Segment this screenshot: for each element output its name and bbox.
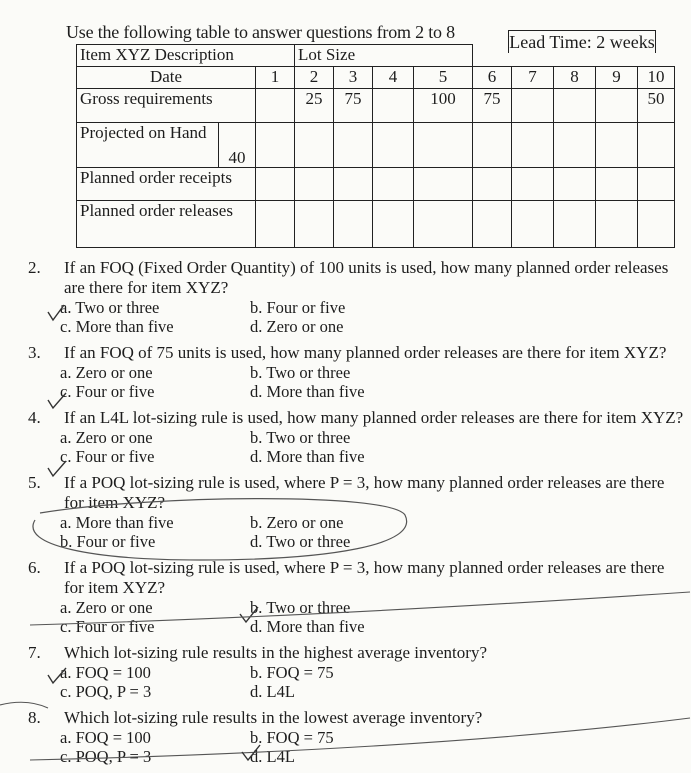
option-d[interactable]: d. More than five: [250, 617, 365, 636]
option-d[interactable]: d. Two or three: [250, 532, 351, 551]
date-2: 2: [295, 67, 334, 89]
option-b[interactable]: b. Two or three: [250, 363, 351, 382]
option-a[interactable]: a. FOQ = 100: [60, 663, 151, 682]
question-text: If a POQ lot-sizing rule is used, where P = 3, how many planned order releases are there for item XYZ?: [64, 558, 665, 597]
release-4: [373, 201, 414, 248]
question-text: If an FOQ of 75 units is used, how many planned order releases are there for item XYZ?: [64, 343, 667, 362]
release-10: [638, 201, 675, 248]
question-8: [0, 708, 691, 766]
option-a[interactable]: a. More than five: [60, 513, 174, 532]
gross-9: [596, 89, 638, 123]
date-9: 9: [596, 67, 638, 89]
date-8: 8: [554, 67, 596, 89]
on-hand-label: Projected on Hand: [77, 123, 219, 168]
receipt-9: [596, 168, 638, 201]
question-3: [0, 343, 691, 401]
option-a[interactable]: a. Zero or one: [60, 428, 153, 447]
question-number: 5.: [28, 473, 41, 492]
date-10: 10: [638, 67, 675, 89]
option-c[interactable]: c. POQ, P = 3: [60, 747, 152, 766]
mrp-table: [76, 44, 675, 248]
gross-label: Gross requirements: [77, 89, 256, 123]
receipt-7: [512, 168, 554, 201]
question-5: [0, 473, 691, 551]
question-text: If a POQ lot-sizing rule is used, where P = 3, how many planned order releases are there for item XYZ?: [64, 473, 665, 512]
question-text: Which lot-sizing rule results in the lowest average inventory?: [64, 708, 483, 727]
option-c[interactable]: c. Four or five: [60, 617, 155, 636]
release-7: [512, 201, 554, 248]
lot-size-cell: Lot Size: [295, 45, 473, 67]
item-desc-cell: Item XYZ Description: [77, 45, 295, 67]
gross-7: [512, 89, 554, 123]
option-b[interactable]: b. FOQ = 75: [250, 663, 334, 682]
on-hand-5: [414, 123, 473, 168]
option-b[interactable]: b. Two or three: [250, 428, 351, 447]
release-6: [473, 201, 512, 248]
lead-time-spacer: [473, 45, 675, 67]
gross-3: 75: [334, 89, 373, 123]
releases-label: Planned order releases: [77, 201, 256, 248]
receipts-label: Planned order receipts: [77, 168, 256, 201]
question-number: 4.: [28, 408, 41, 427]
release-5: [414, 201, 473, 248]
question-number: 7.: [28, 643, 41, 662]
option-b[interactable]: b. Two or three: [250, 598, 351, 617]
on-hand-initial: 40: [219, 123, 256, 168]
date-7: 7: [512, 67, 554, 89]
receipt-3: [334, 168, 373, 201]
lead-time-box: Lead Time: 2 weeks: [509, 32, 655, 52]
receipt-1: [256, 168, 295, 201]
date-label: Date: [77, 67, 256, 89]
date-3: 3: [334, 67, 373, 89]
gross-1: [256, 89, 295, 123]
date-6: 6: [473, 67, 512, 89]
date-4: 4: [373, 67, 414, 89]
option-a[interactable]: a. Zero or one: [60, 598, 153, 617]
receipt-5: [414, 168, 473, 201]
option-d[interactable]: d. More than five: [250, 447, 365, 466]
receipt-6: [473, 168, 512, 201]
option-c[interactable]: c. Four or five: [60, 382, 155, 401]
on-hand-10: [638, 123, 675, 168]
gross-10: 50: [638, 89, 675, 123]
question-number: 2.: [28, 258, 41, 277]
gross-6: 75: [473, 89, 512, 123]
on-hand-3: [334, 123, 373, 168]
question-2: [0, 258, 691, 336]
on-hand-2: [295, 123, 334, 168]
on-hand-4: [373, 123, 414, 168]
question-4: [0, 408, 691, 466]
option-d[interactable]: d. L4L: [250, 747, 295, 766]
question-number: 3.: [28, 343, 41, 362]
question-number: 6.: [28, 558, 41, 577]
gross-2: 25: [295, 89, 334, 123]
gross-4: [373, 89, 414, 123]
date-1: 1: [256, 67, 295, 89]
release-9: [596, 201, 638, 248]
receipt-4: [373, 168, 414, 201]
option-c[interactable]: c. More than five: [60, 317, 174, 336]
question-list: [0, 258, 691, 773]
on-hand-7: [512, 123, 554, 168]
question-text: Which lot-sizing rule results in the highest average inventory?: [64, 643, 487, 662]
receipt-2: [295, 168, 334, 201]
release-3: [334, 201, 373, 248]
release-2: [295, 201, 334, 248]
gross-8: [554, 89, 596, 123]
option-a[interactable]: a. Zero or one: [60, 363, 153, 382]
on-hand-6: [473, 123, 512, 168]
option-a[interactable]: a. Two or three: [60, 298, 160, 317]
option-a[interactable]: a. FOQ = 100: [60, 728, 151, 747]
question-7: [0, 643, 691, 701]
question-text: If an FOQ (Fixed Order Quantity) of 100 units is used, how many planned order releases are there for item XYZ?: [64, 258, 669, 297]
release-8: [554, 201, 596, 248]
receipt-8: [554, 168, 596, 201]
option-d[interactable]: d. More than five: [250, 382, 365, 401]
option-b[interactable]: b. Zero or one: [250, 513, 344, 532]
question-text: If an L4L lot-sizing rule is used, how many planned order releases are there for item XYZ?: [64, 408, 684, 427]
option-b[interactable]: b. Four or five: [250, 298, 346, 317]
option-d[interactable]: d. Zero or one: [250, 317, 344, 336]
question-number: 8.: [28, 708, 41, 727]
question-6: [0, 558, 691, 636]
option-d[interactable]: d. L4L: [250, 682, 295, 701]
gross-5: 100: [414, 89, 473, 123]
on-hand-1: [256, 123, 295, 168]
on-hand-8: [554, 123, 596, 168]
option-c[interactable]: c. POQ, P = 3: [60, 682, 152, 701]
receipt-10: [638, 168, 675, 201]
intro-text: Use the following table to answer questions from 2 to 8: [66, 22, 455, 42]
date-5: 5: [414, 67, 473, 89]
option-c[interactable]: c. Four or five: [60, 447, 155, 466]
on-hand-9: [596, 123, 638, 168]
option-b[interactable]: b. FOQ = 75: [250, 728, 334, 747]
release-1: [256, 201, 295, 248]
option-c[interactable]: b. Four or five: [60, 532, 156, 551]
